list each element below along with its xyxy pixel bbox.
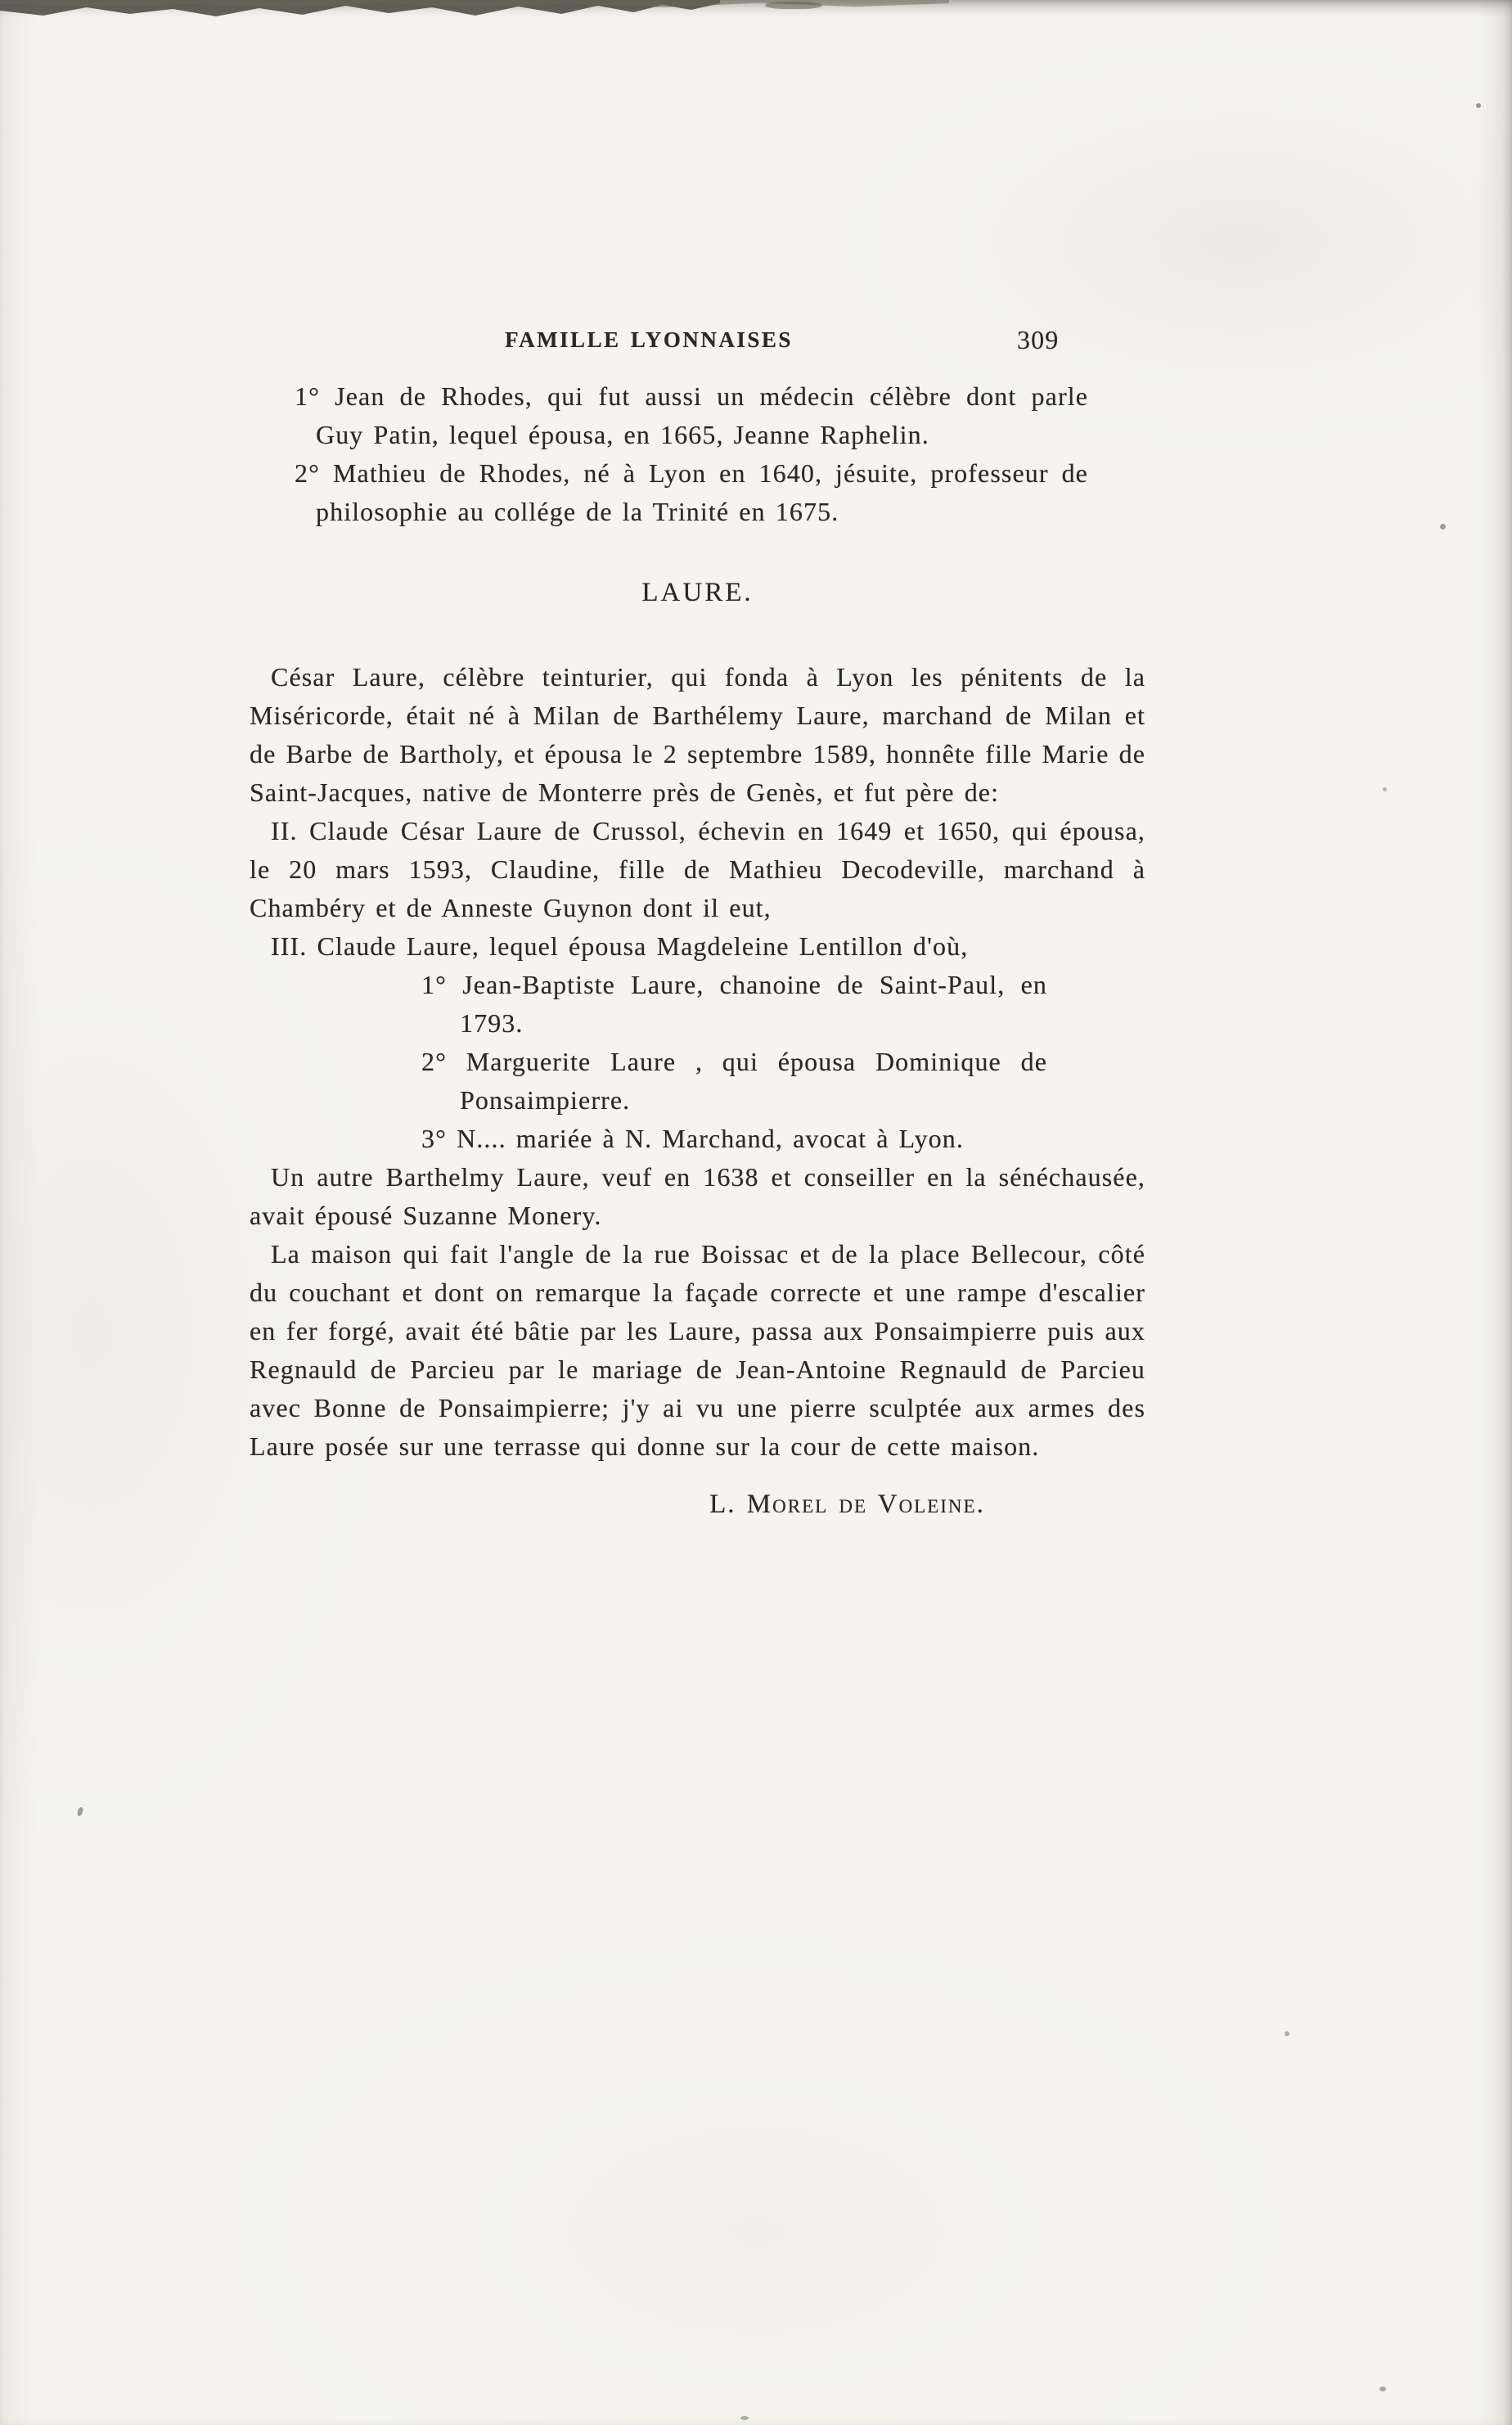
scan-speck bbox=[76, 1806, 83, 1816]
scan-speck bbox=[1285, 2031, 1289, 2036]
running-title: FAMILLE LYONNAISES bbox=[505, 327, 793, 352]
scan-artifact-top-blob bbox=[765, 2, 822, 9]
scan-speck bbox=[1383, 787, 1387, 791]
author-signature: L. Morel de Voleine. bbox=[709, 1490, 985, 1519]
numbered-child-1: 1° Jean-Baptiste Laure, chanoine de Saint-Paul, en 1793. bbox=[421, 970, 1047, 1038]
body-paragraph: III. Claude Laure, lequel épousa Magdeleine Lentillon d'où, bbox=[271, 931, 969, 961]
section-heading: LAURE. bbox=[641, 578, 754, 607]
body-paragraph: Un autre Barthelmy Laure, veuf en 1638 et conseiller en la sénéchausée, avait épousé Suzanne Monery. bbox=[250, 1162, 1145, 1230]
page-content bbox=[250, 321, 1145, 1524]
numbered-entry-2: 2° Mathieu de Rhodes, né à Lyon en 1640, jésuite, professeur de philosophie au collége de la Trinité en 1675. bbox=[295, 458, 1088, 526]
scan-speck bbox=[1440, 524, 1446, 530]
page-header bbox=[250, 321, 1145, 359]
body-paragraph: César Laure, célèbre teinturier, qui fonda à Lyon les pénitents de la Miséricorde, était né à Milan de Barthélemy Laure, marchand de Milan et de Barbe de Bartholy, et épousa le 2 septembre 1589, honnête fille Marie de Saint-Jacques, native de Monterre près de Genès, et fut père de: bbox=[250, 662, 1145, 807]
scan-speck bbox=[1379, 2387, 1386, 2391]
numbered-entry-1: 1° Jean de Rhodes, qui fut aussi un médecin célèbre dont parle Guy Patin, lequel épousa, en 1665, Jeanne Raphelin. bbox=[295, 381, 1088, 449]
scan-speck bbox=[740, 2416, 749, 2420]
body-paragraph: La maison qui fait l'angle de la rue Boissac et de la place Bellecour, côté du couchant et dont on remarque la façade correcte et une rampe d'escalier en fer forgé, avait été bâtie par les Laure, passa aux Ponsaimpierre puis aux Regnauld de Parcieu par le mariage de Jean-Antoine Regnauld de Parcieu avec Bonne de Ponsaimpierre; j'y ai vu une pierre sculptée aux armes des Laure posée sur une terrasse qui donne sur la cour de cette maison. bbox=[250, 1239, 1145, 1461]
body-paragraph: II. Claude César Laure de Crussol, échevin en 1649 et 1650, qui épousa, le 20 mars 1593, Claudine, fille de Mathieu Decodeville, marchand à Chambéry et de Anneste Guynon dont il eut, bbox=[250, 816, 1145, 922]
scan-speck bbox=[1476, 103, 1481, 108]
page-number: 309 bbox=[1017, 325, 1060, 354]
numbered-child-3: 3° N.... mariée à N. Marchand, avocat à Lyon. bbox=[421, 1124, 964, 1153]
numbered-child-2: 2° Marguerite Laure , qui épousa Dominique de Ponsaimpierre. bbox=[421, 1047, 1047, 1115]
